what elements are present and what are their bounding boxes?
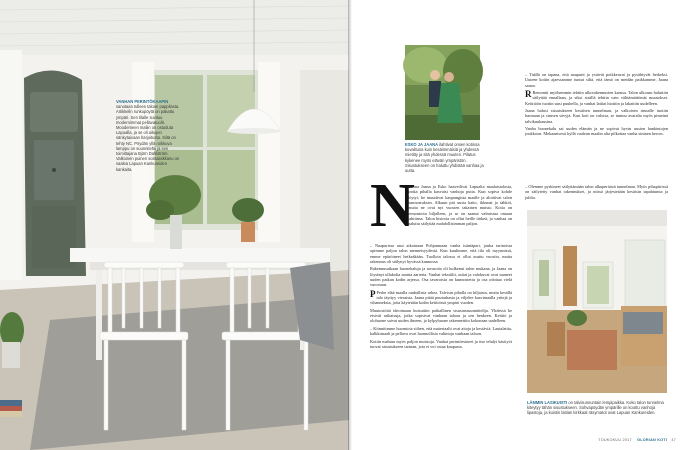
footer-month: TOUKOKUU 2017 bbox=[598, 438, 632, 442]
right-body-column bbox=[525, 184, 668, 204]
paragraph-text: Perhe elää maalla rauhallista arkea. Talvisin pihalla on hiljaista, mutta kesällä talo täyttyy vieraista. Jaana pitää puutarhasta ja viljelee kasvimaalla yrttejä ja vihanneksia, joita käytetään kodin keittiössä ympäri vuoden. bbox=[370, 289, 512, 306]
paragraph: – Täällä on tapana, että naapurit ja ystävät poikkeavat ja pysähtyvät hetkeksi. Uuteen kotiin ajaessamme tuntui siltä, että tämä on meidän paikkamme, Jaana sanoo. bbox=[525, 72, 668, 88]
left-caption-title: VANHAN PERINTÖKAAPIN bbox=[116, 99, 169, 104]
portrait-caption-text: ilahtivat omien kotinsa kuvailtuna kuin kesäimmäisiä ja yhdessä mietitty ja sitä yhdessä muuten. Pilatus kykenee myös elävän ympäristön. Sisustukseen on haluttu yhdistää vanhaa ja uutta. bbox=[405, 142, 484, 174]
portrait-caption-title: ESKO JA JAANA bbox=[405, 142, 439, 147]
portrait-caption bbox=[405, 142, 485, 174]
paragraph: Rakennusaikaan huonekaluja ja tavaroita oli kulkenut talon mukana, ja Jaana on löytänyt ullakolta monta aarretta. Vanhat tekstiilit, astiat ja valokuvat ovat saaneet uuden paikan kodin arjessa. Osa tavaroista on kunnostettu ja osa odottaa vielä vuoroaan. bbox=[370, 266, 512, 288]
left-photo-caption bbox=[116, 99, 182, 179]
left-body-column bbox=[370, 243, 512, 433]
paragraph-text: Remontti myöhemmin tehtiin ulkorakennusten kanssa. Talon ulkoasu haluttiin säilyttää ennallaan, ja siksi sisällä tehtiin vain välttämättömät muutokset. Keittiöön tuotiin uusi puuhella, ja vanhat lattiat hiottiin ja lakattiin uudelleen. bbox=[525, 90, 668, 106]
portrait-photo bbox=[405, 45, 480, 140]
paragraph: Vanha huonekalu sai uuden elämän ja ne sopivat hyvin uusien hankintojen joukkoon. Mekaanisesti kyllä vaalean maalin alta pilkottaa vanha sininen kerros. bbox=[525, 126, 668, 137]
paragraph: Muutostöitä ideoimaan kutsuttiin paikallinen sisustussuunnittelija. Yhdessä he etsivät ratkaisuja, jotka sopisivat vanhaan taloon ja sen henkeen. Keittiö ja olohuone saivat uuden ilmeen, ja kylpyhuone rakennettiin kokonaan uudelleen. bbox=[370, 307, 512, 324]
intro-text: uorina Jaana ja Esko haaveilivat Lapualta maalaistalosta, jonka pihalla kasvaisi vanhoja puita. Kun sopiva kohde löytyi, he muuttivat kaupungista maalle ja aloittivat talon kunnostuksen. Alkuun piti uusia katto, ikkunat ja sähköt, mutta ne ovat nyt vuosien takainen muisto. Kotia on remontoitu hiljalleen, ja se on saanut valmistua omaan tahtiinsa. Talon historia on ollut heille tärkeä, ja vanhaa on haluttu säilyttää mahdollisimman paljon. bbox=[408, 184, 512, 227]
paragraph: Jaana halusi sisustukseen kesäisen tunnelman, ja valkoisen rinnalle tuotiin harmaan ja sinisen sävyjä. Kun koti on valoisa, se tuntuu avaralta myös pimeinä talvikuukausina. bbox=[525, 108, 668, 124]
veranda-caption bbox=[527, 400, 667, 430]
veranda-photo bbox=[527, 210, 667, 393]
paragraph: – Olemme pyrkineet säilyttämään talon alkuperäistä tunnelmaa. Myös pihapiirissä on säilytetty vanhat rakennukset, ja niissä järjestetään kesäisin tapahtumia ja juhlia. bbox=[525, 184, 668, 200]
paragraph: Kotiin mahtuu myös paljon muistoja. Vanhat perintöesineet ja itse tehdyt käsityöt tuovat sisustukseen tarinan, jota ei voi ostaa kaupasta. bbox=[370, 338, 512, 349]
footer-brand: GLORIAN KOTI bbox=[637, 438, 668, 442]
left-caption-text: sanotaan tulleen taloon pappilasta. Artikkelin runkopöytä on pakattu ympäri. Sen tilalle suvituu modernimmat pellavatuolit. Moodemeen maliin on ostoduta Lapualla, ja se oli aikojen sänkytaivaan harjoitusta. Siitä on tehty NC. Pöydän yllä roikkuva lamppu on suunniteltu ja sen toimittajana Björn Dahlström. Valkoinen puinen soitsarakkanu on vaalea Lapuan Kankureiden kankaita. bbox=[116, 104, 180, 172]
dining-table bbox=[70, 248, 330, 262]
page-footer bbox=[598, 438, 676, 442]
footer-page-number: 47 bbox=[671, 438, 676, 442]
right-page bbox=[352, 0, 696, 450]
paragraph: R Remontti myöhemmin tehtiin ulkorakennusten kanssa. Talon ulkoasu haluttiin säilyttää ennallaan, ja siksi sisällä tehtiin vain välttämättömät muutokset. Keittiöön tuotiin uusi puuhella, ja vanhat lattiat hiottiin ja lakattiin uudelleen. bbox=[525, 89, 668, 106]
paragraph: – Kiinnitimme huomiota siihen, että materiaalit ovat aitoja ja kestäviä. Lautalattia, kalkkimaali ja pellava ovat luonnollisia valintoja vanhaan taloon. bbox=[370, 325, 512, 337]
dropcap-letter: N bbox=[370, 172, 415, 240]
veranda-caption-title: LÄMMIN LASIKUISTI bbox=[527, 400, 568, 405]
veranda-caption-text: on talvisunnuntain lempipaikka. Koko talon tunnelma kiteytyy tähän sisustukseen. Sohvapöydän ympärille on koottu vanhoja lipastoja, ja kuistin lattian kirkkaat räsymatot ovat Lapuan Kankureiden. bbox=[527, 400, 664, 416]
paragraph: P Perhe elää maalla rauhallista arkea. Talvisin pihalla on hiljaista, mutta kesällä talo täyttyy vieraista. Jaana pitää puutarhasta ja viljelee kasvimaalla yrttejä ja vihanneksia, joita käytetään kodin keittiössä ympäri vuoden. bbox=[370, 288, 512, 306]
right-column-top bbox=[525, 72, 668, 182]
paragraph: – Naapurissa asui aikoinaan Pohjanmaan vanha isäntäpari, jonka tarinoista opimme paljon talon menneisyydestä. Kun kuulimme, että tila oli myynnissä, emme epäröineet hetkeäkään. Tuolloin talossa ei ollut asuttu vuosiin, mutta rakennus oli säilynyt hyvässä kunnossa. bbox=[370, 243, 512, 265]
cabinet-icon bbox=[24, 70, 86, 276]
